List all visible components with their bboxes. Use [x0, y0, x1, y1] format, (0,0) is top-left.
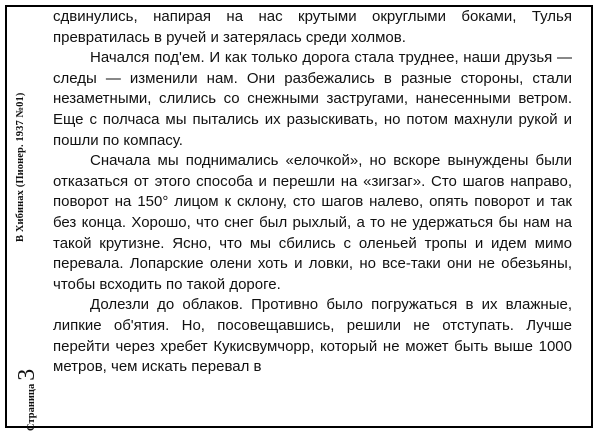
- page-label: [14, 369, 41, 431]
- running-title: В Хибинах (Пионер. 1937 №01): [15, 92, 26, 242]
- page-number: 3: [14, 368, 40, 381]
- paragraph: Долезли до облаков. Противно было погружаться в их влажные, липкие об'ятия. Но, посовещавшись, решили не отступать. Лучше перейти через хребет Кукисвумчорр, который не может быть выше 1000 метров, чем искать перевал в: [53, 296, 572, 376]
- paragraph: Начался под'ем. И как только дорога стала труднее, наши друзья — следы — изменили нам. Они разбежались в разные стороны, стали незаметными, слились со снежными застругами, нанесенными ветром. Еще с полчаса мы пытались их разыскивать, но потом махнули рукой и пошли по компасу.: [53, 49, 572, 149]
- paragraph: Сначала мы поднимались «елочкой», но вскоре вынуждены были отказаться от этого способа и перешли на «зигзаг». Сто шагов направо, поворот на 150° лицом к склону, сто шагов налево, опять поворот и так без конца. Хорошо, что снег был рыхлый, а то не удержаться бы нам на такой крутизне. Ясно, что мы сбились с оленьей тропы и идем мимо перевала. Лопарские олени хоть и ловки, но все-таки они не обезьяны, чтобы всходить по такой дороге.: [53, 152, 572, 293]
- body-text: [53, 7, 572, 378]
- paragraph: сдвинулись, напирая на нас крутыми округлыми боками, Тулья превратилась в ручей и затерялась среди холмов.: [53, 8, 572, 46]
- page-word: Страница: [26, 383, 37, 431]
- side-margin: [6, 6, 40, 431]
